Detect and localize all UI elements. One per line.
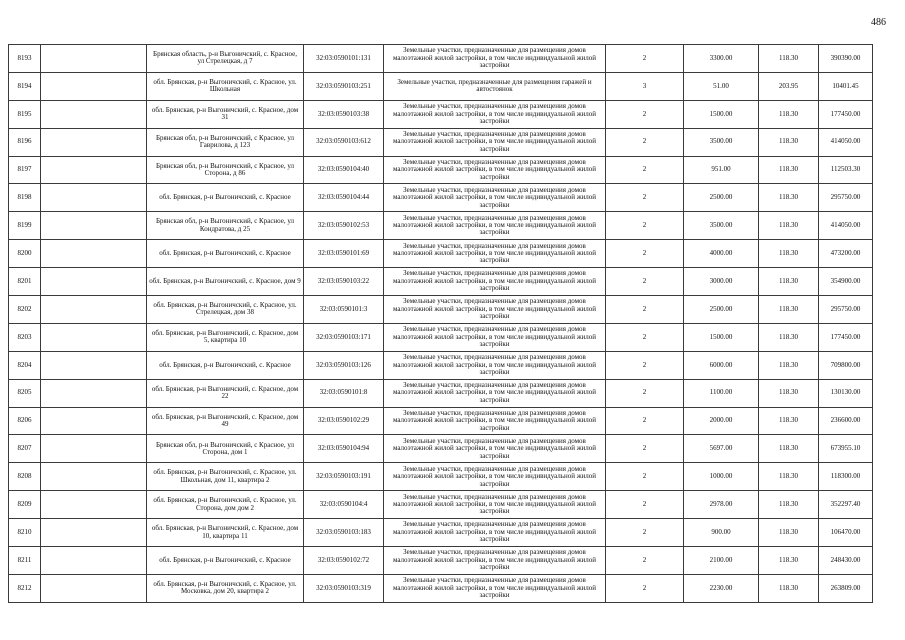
row-number-cell: 8205 (9, 379, 41, 407)
area-cell: 2978.00 (684, 491, 759, 519)
specific-value-cell: 118.30 (759, 100, 819, 128)
land-use-cell: Земельные участки, предназначенные для размещения домов малоэтажной жилой застройки, в том числе индивидуальной жилой застройки (384, 407, 606, 435)
group-cell: 2 (606, 435, 684, 463)
blank-cell (41, 240, 147, 268)
blank-cell (41, 100, 147, 128)
specific-value-cell: 118.30 (759, 351, 819, 379)
group-cell: 2 (606, 240, 684, 268)
row-number-cell: 8194 (9, 72, 41, 100)
group-cell: 2 (606, 519, 684, 547)
cadastral-number-cell: 32:03:0590102:53 (304, 212, 384, 240)
specific-value-cell: 118.30 (759, 519, 819, 547)
table-row (9, 463, 873, 491)
group-cell: 2 (606, 574, 684, 602)
area-cell: 1000.00 (684, 463, 759, 491)
area-cell: 2230.00 (684, 574, 759, 602)
cadastral-number-cell: 32:03:0590103:319 (304, 574, 384, 602)
group-cell: 2 (606, 547, 684, 575)
table-row (9, 240, 873, 268)
land-use-cell: Земельные участки, предназначенные для размещения домов малоэтажной жилой застройки, в том числе индивидуальной жилой застройки (384, 268, 606, 296)
group-cell: 2 (606, 156, 684, 184)
specific-value-cell: 118.30 (759, 184, 819, 212)
address-cell: обл. Брянская, р-н Выгоничский, с. Красное, ул. Школьная (147, 72, 304, 100)
group-cell: 3 (606, 72, 684, 100)
specific-value-cell: 203.95 (759, 72, 819, 100)
row-number-cell: 8195 (9, 100, 41, 128)
cadastral-number-cell: 32:03:0590104:44 (304, 184, 384, 212)
cadastral-value-cell: 263809.00 (819, 574, 873, 602)
cadastral-value-cell: 295750.00 (819, 184, 873, 212)
land-use-cell: Земельные участки, предназначенные для размещения домов малоэтажной жилой застройки, в том числе индивидуальной жилой застройки (384, 547, 606, 575)
area-cell: 6000.00 (684, 351, 759, 379)
table-row (9, 519, 873, 547)
cadastral-number-cell: 32:03:0590103:191 (304, 463, 384, 491)
cadastral-number-cell: 32:03:0590103:251 (304, 72, 384, 100)
specific-value-cell: 118.30 (759, 45, 819, 73)
cadastral-number-cell: 32:03:0590103:126 (304, 351, 384, 379)
group-cell: 2 (606, 296, 684, 324)
cadastral-number-cell: 32:03:0590104:40 (304, 156, 384, 184)
cadastral-number-cell: 32:03:0590102:29 (304, 407, 384, 435)
specific-value-cell: 118.30 (759, 268, 819, 296)
group-cell: 2 (606, 212, 684, 240)
group-cell: 2 (606, 268, 684, 296)
cadastral-number-cell: 32:03:0590103:612 (304, 128, 384, 156)
table-row (9, 323, 873, 351)
row-number-cell: 8207 (9, 435, 41, 463)
land-use-cell: Земельные участки, предназначенные для размещения домов малоэтажной жилой застройки, в том числе индивидуальной жилой застройки (384, 574, 606, 602)
cadastral-number-cell: 32:03:0590101:131 (304, 45, 384, 73)
land-use-cell: Земельные участки, предназначенные для размещения домов малоэтажной жилой застройки, в том числе индивидуальной жилой застройки (384, 379, 606, 407)
specific-value-cell: 118.30 (759, 212, 819, 240)
row-number-cell: 8202 (9, 296, 41, 324)
row-number-cell: 8199 (9, 212, 41, 240)
cadastral-value-cell: 414050.00 (819, 128, 873, 156)
specific-value-cell: 118.30 (759, 323, 819, 351)
land-use-cell: Земельные участки, предназначенные для размещения домов малоэтажной жилой застройки, в том числе индивидуальной жилой застройки (384, 351, 606, 379)
group-cell: 2 (606, 351, 684, 379)
area-cell: 3500.00 (684, 212, 759, 240)
land-use-cell: Земельные участки, предназначенные для размещения домов малоэтажной жилой застройки, в том числе индивидуальной жилой застройки (384, 184, 606, 212)
address-cell: обл. Брянская, р-н Выгоничский, с. Красное, дом 10, квартира 11 (147, 519, 304, 547)
area-cell: 951.00 (684, 156, 759, 184)
area-cell: 3500.00 (684, 128, 759, 156)
specific-value-cell: 118.30 (759, 156, 819, 184)
land-use-cell: Земельные участки, предназначенные для размещения домов малоэтажной жилой застройки, в том числе индивидуальной жилой застройки (384, 491, 606, 519)
cadastral-value-table (8, 44, 873, 603)
table-row (9, 574, 873, 602)
cadastral-number-cell: 32:03:0590103:38 (304, 100, 384, 128)
table-row (9, 268, 873, 296)
cadastral-number-cell: 32:03:0590104:4 (304, 491, 384, 519)
land-use-cell: Земельные участки, предназначенные для размещения домов малоэтажной жилой застройки, в том числе индивидуальной жилой застройки (384, 240, 606, 268)
blank-cell (41, 547, 147, 575)
blank-cell (41, 45, 147, 73)
cadastral-value-cell: 673955.10 (819, 435, 873, 463)
row-number-cell: 8212 (9, 574, 41, 602)
table-row (9, 72, 873, 100)
cadastral-value-cell: 112503.30 (819, 156, 873, 184)
row-number-cell: 8211 (9, 547, 41, 575)
cadastral-value-cell: 354900.00 (819, 268, 873, 296)
table-row (9, 128, 873, 156)
cadastral-number-cell: 32:03:0590102:72 (304, 547, 384, 575)
blank-cell (41, 407, 147, 435)
cadastral-value-cell: 177450.00 (819, 323, 873, 351)
blank-cell (41, 379, 147, 407)
group-cell: 2 (606, 463, 684, 491)
cadastral-value-cell: 106470.00 (819, 519, 873, 547)
cadastral-value-cell: 10401.45 (819, 72, 873, 100)
cadastral-number-cell: 32:03:0590103:171 (304, 323, 384, 351)
address-cell: Брянская область, р-н Выгоничский, с. Красное, ул Стрелецкая, д 7 (147, 45, 304, 73)
blank-cell (41, 463, 147, 491)
page-number: 486 (871, 17, 886, 28)
land-use-cell: Земельные участки, предназначенные для размещения домов малоэтажной жилой застройки, в том числе индивидуальной жилой застройки (384, 100, 606, 128)
address-cell: обл. Брянская, р-н Выгоничский, с. Красное (147, 240, 304, 268)
blank-cell (41, 184, 147, 212)
group-cell: 2 (606, 100, 684, 128)
land-use-cell: Земельные участки, предназначенные для размещения домов малоэтажной жилой застройки, в том числе индивидуальной жилой застройки (384, 435, 606, 463)
blank-cell (41, 296, 147, 324)
blank-cell (41, 351, 147, 379)
group-cell: 2 (606, 323, 684, 351)
specific-value-cell: 118.30 (759, 128, 819, 156)
land-use-cell: Земельные участки, предназначенные для размещения домов малоэтажной жилой застройки, в том числе индивидуальной жилой застройки (384, 519, 606, 547)
group-cell: 2 (606, 128, 684, 156)
area-cell: 4000.00 (684, 240, 759, 268)
cadastral-number-cell: 32:03:0590101:8 (304, 379, 384, 407)
table-row (9, 212, 873, 240)
table-row (9, 407, 873, 435)
group-cell: 2 (606, 184, 684, 212)
area-cell: 1500.00 (684, 323, 759, 351)
land-use-cell: Земельные участки, предназначенные для размещения домов малоэтажной жилой застройки, в том числе индивидуальной жилой застройки (384, 156, 606, 184)
land-use-cell: Земельные участки, предназначенные для размещения домов малоэтажной жилой застройки, в том числе индивидуальной жилой застройки (384, 323, 606, 351)
table-row (9, 547, 873, 575)
address-cell: Брянская обл, р-н Выгоничский, с Красное, ул Сторона, дом 1 (147, 435, 304, 463)
row-number-cell: 8204 (9, 351, 41, 379)
land-use-cell: Земельные участки, предназначенные для размещения домов малоэтажной жилой застройки, в том числе индивидуальной жилой застройки (384, 45, 606, 73)
table-row (9, 491, 873, 519)
cadastral-value-cell: 709800.00 (819, 351, 873, 379)
row-number-cell: 8208 (9, 463, 41, 491)
row-number-cell: 8193 (9, 45, 41, 73)
row-number-cell: 8210 (9, 519, 41, 547)
area-cell: 2500.00 (684, 296, 759, 324)
table-row (9, 156, 873, 184)
row-number-cell: 8198 (9, 184, 41, 212)
cadastral-value-cell: 236600.00 (819, 407, 873, 435)
row-number-cell: 8209 (9, 491, 41, 519)
specific-value-cell: 118.30 (759, 547, 819, 575)
blank-cell (41, 519, 147, 547)
area-cell: 1500.00 (684, 100, 759, 128)
land-use-cell: Земельные участки, предназначенные для размещения домов малоэтажной жилой застройки, в том числе индивидуальной жилой застройки (384, 128, 606, 156)
address-cell: Брянская обл, р-н Выгоничский, с Красное, ул Сторона, д 86 (147, 156, 304, 184)
address-cell: обл. Брянская, р-н Выгоничский, с. Красное, дом 49 (147, 407, 304, 435)
blank-cell (41, 491, 147, 519)
table-row (9, 296, 873, 324)
specific-value-cell: 118.30 (759, 379, 819, 407)
specific-value-cell: 118.30 (759, 574, 819, 602)
blank-cell (41, 574, 147, 602)
group-cell: 2 (606, 379, 684, 407)
row-number-cell: 8197 (9, 156, 41, 184)
row-number-cell: 8196 (9, 128, 41, 156)
table-body (9, 45, 873, 603)
area-cell: 3000.00 (684, 268, 759, 296)
address-cell: обл. Брянская, р-н Выгоничский, с. Красное, ул. Сторона, дом дом 2 (147, 491, 304, 519)
address-cell: обл. Брянская, р-н Выгоничский, с. Красное, дом 5, квартира 10 (147, 323, 304, 351)
blank-cell (41, 212, 147, 240)
address-cell: обл. Брянская, р-н Выгоничский, с. Красное, дом 22 (147, 379, 304, 407)
table-row (9, 379, 873, 407)
cadastral-value-cell: 390390.00 (819, 45, 873, 73)
address-cell: Брянская обл, р-н Выгоничский, с Красное, ул Гаврилова, д 123 (147, 128, 304, 156)
area-cell: 51.00 (684, 72, 759, 100)
address-cell: обл. Брянская, р-н Выгоничский, с. Красное (147, 351, 304, 379)
row-number-cell: 8200 (9, 240, 41, 268)
table-row (9, 351, 873, 379)
table-row (9, 45, 873, 73)
area-cell: 5697.00 (684, 435, 759, 463)
cadastral-value-cell: 414050.00 (819, 212, 873, 240)
cadastral-number-cell: 32:03:0590101:3 (304, 296, 384, 324)
address-cell: обл. Брянская, р-н Выгоничский, с. Красное, ул. Школьная, дом 11, квартира 2 (147, 463, 304, 491)
area-cell: 1100.00 (684, 379, 759, 407)
specific-value-cell: 118.30 (759, 296, 819, 324)
table-row (9, 184, 873, 212)
cadastral-number-cell: 32:03:0590103:22 (304, 268, 384, 296)
address-cell: обл. Брянская, р-н Выгоничский, с. Красное (147, 547, 304, 575)
cadastral-value-cell: 248430.00 (819, 547, 873, 575)
blank-cell (41, 156, 147, 184)
address-cell: обл. Брянская, р-н Выгоничский, с. Красное, дом 9 (147, 268, 304, 296)
land-use-cell: Земельные участки, предназначенные для размещения домов малоэтажной жилой застройки, в том числе индивидуальной жилой застройки (384, 212, 606, 240)
area-cell: 2000.00 (684, 407, 759, 435)
address-cell: Брянская обл, р-н Выгоничский, с Красное, ул Кондратова, д 25 (147, 212, 304, 240)
cadastral-value-cell: 177450.00 (819, 100, 873, 128)
address-cell: обл. Брянская, р-н Выгоничский, с. Красное, дом 31 (147, 100, 304, 128)
cadastral-value-cell: 118300.00 (819, 463, 873, 491)
cadastral-value-cell: 352297.40 (819, 491, 873, 519)
area-cell: 900.00 (684, 519, 759, 547)
group-cell: 2 (606, 407, 684, 435)
table-row (9, 100, 873, 128)
specific-value-cell: 118.30 (759, 435, 819, 463)
area-cell: 2500.00 (684, 184, 759, 212)
blank-cell (41, 435, 147, 463)
blank-cell (41, 72, 147, 100)
table-row (9, 435, 873, 463)
group-cell: 2 (606, 45, 684, 73)
row-number-cell: 8203 (9, 323, 41, 351)
cadastral-value-cell: 473200.00 (819, 240, 873, 268)
address-cell: обл. Брянская, р-н Выгоничский, с. Красное (147, 184, 304, 212)
specific-value-cell: 118.30 (759, 463, 819, 491)
row-number-cell: 8201 (9, 268, 41, 296)
area-cell: 2100.00 (684, 547, 759, 575)
land-use-cell: Земельные участки, предназначенные для размещения домов малоэтажной жилой застройки, в том числе индивидуальной жилой застройки (384, 296, 606, 324)
address-cell: обл. Брянская, р-н Выгоничский, с. Красное, ул. Московка, дом 20, квартира 2 (147, 574, 304, 602)
cadastral-number-cell: 32:03:0590103:183 (304, 519, 384, 547)
blank-cell (41, 268, 147, 296)
specific-value-cell: 118.30 (759, 491, 819, 519)
cadastral-value-cell: 295750.00 (819, 296, 873, 324)
address-cell: обл. Брянская, р-н Выгоничский, с. Красное, ул. Стрелецкая, дом 38 (147, 296, 304, 324)
cadastral-value-cell: 130130.00 (819, 379, 873, 407)
area-cell: 3300.00 (684, 45, 759, 73)
specific-value-cell: 118.30 (759, 407, 819, 435)
specific-value-cell: 118.30 (759, 240, 819, 268)
group-cell: 2 (606, 491, 684, 519)
blank-cell (41, 128, 147, 156)
land-use-cell: Земельные участки, предназначенные для размещения гаражей и автостоянок (384, 72, 606, 100)
cadastral-number-cell: 32:03:0590104:94 (304, 435, 384, 463)
cadastral-number-cell: 32:03:0590101:69 (304, 240, 384, 268)
blank-cell (41, 323, 147, 351)
row-number-cell: 8206 (9, 407, 41, 435)
land-use-cell: Земельные участки, предназначенные для размещения домов малоэтажной жилой застройки, в том числе индивидуальной жилой застройки (384, 463, 606, 491)
